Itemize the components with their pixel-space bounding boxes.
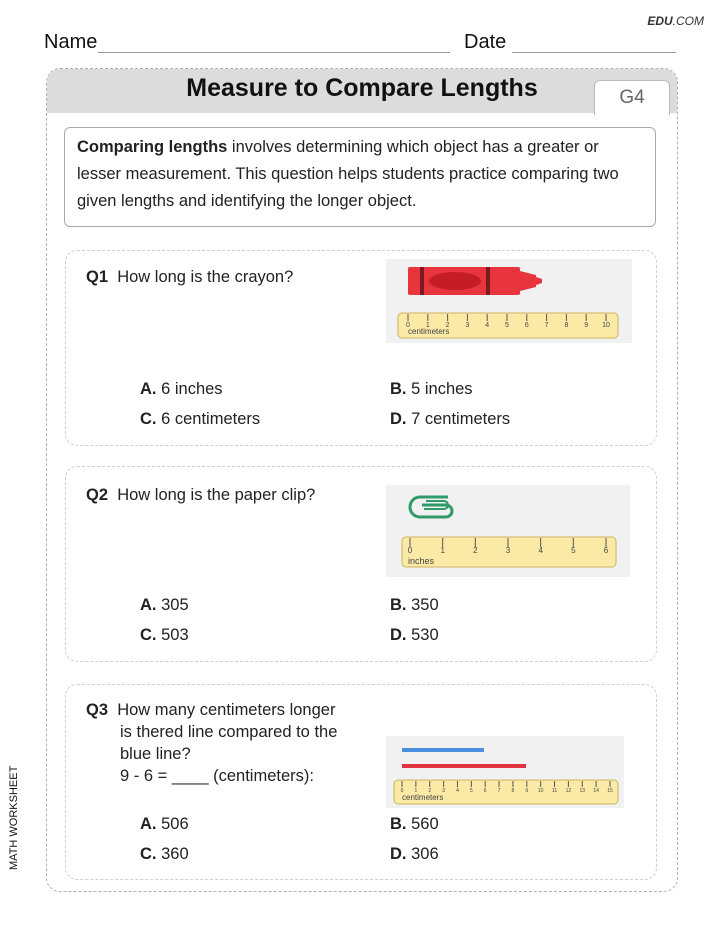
date-line[interactable] xyxy=(512,52,676,53)
lines-ruler-svg xyxy=(386,736,624,808)
worksheet-title: Measure to Compare Lengths xyxy=(186,74,538,102)
ruler-tick-label: 14 xyxy=(593,788,599,794)
date-label: Date xyxy=(464,31,507,53)
q3-option-c[interactable]: C. 360 xyxy=(140,845,189,863)
ruler-2-unit: inches xyxy=(408,556,435,566)
ruler-tick-label: 5 xyxy=(469,788,473,794)
ruler-tick-label: 11 xyxy=(551,788,558,794)
blue-line xyxy=(402,748,484,752)
ruler-tick-label: 2 xyxy=(445,322,450,329)
ruler-tick-label: 4 xyxy=(485,322,490,329)
q2-option-d[interactable]: D. 530 xyxy=(390,626,439,644)
ruler-tick-label: 13 xyxy=(579,788,586,794)
ruler-tick-label: 7 xyxy=(497,788,501,794)
question-1-prompt: Q1 How long is the crayon? xyxy=(86,268,294,286)
ruler-tick-label: 1 xyxy=(414,788,418,794)
question-3-prompt: Q3 How many centimeters longer is thered line compared to the blue line? 9 - 6 = ____ (centimeters): xyxy=(86,701,338,785)
ruler-tick-label: 7 xyxy=(544,322,549,329)
ruler-tick-label: 5 xyxy=(505,322,509,329)
brand-logo: EDU.COM xyxy=(647,14,704,28)
ruler-tick-label: 4 xyxy=(538,546,543,555)
ruler-tick-label: 6 xyxy=(524,322,529,329)
q2-option-a[interactable]: A. 305 xyxy=(140,596,189,614)
question-2-prompt: Q2 How long is the paper clip? xyxy=(86,486,316,504)
crayon-figure xyxy=(386,259,632,343)
ruler-tick-label: 4 xyxy=(456,788,459,794)
ruler-tick-label: 3 xyxy=(505,546,511,555)
crayon-icon xyxy=(408,267,542,295)
q2-option-b[interactable]: B. 350 xyxy=(390,596,439,614)
ruler-tick-label: 6 xyxy=(483,788,487,794)
q1-option-b[interactable]: B. 5 inches xyxy=(390,380,473,398)
ruler-tick-label: 0 xyxy=(400,788,404,794)
name-line[interactable] xyxy=(98,52,450,53)
ruler-tick-label: 0 xyxy=(406,322,410,329)
side-label: MATH WORKSHEET xyxy=(8,765,20,870)
intro-box: Comparing lengths involves determining which object has a greater or lesser measurement. This question helps students practice comparing two given lengths and identifying the longer object. xyxy=(64,127,656,227)
ruler-tick-label: 8 xyxy=(511,788,515,794)
q1-option-c[interactable]: C. 6 centimeters xyxy=(140,410,261,428)
paperclip-ruler-svg xyxy=(386,485,630,577)
ruler-tick-label: 10 xyxy=(537,788,544,794)
ruler-tick-label: 6 xyxy=(603,546,609,555)
ruler-tick-label: 9 xyxy=(525,788,529,794)
ruler-tick-label: 1 xyxy=(440,546,445,555)
ruler-tick-label: 0 xyxy=(407,546,413,555)
q3-option-b[interactable]: B. 560 xyxy=(390,815,439,833)
red-line xyxy=(402,764,526,768)
ruler-1-unit: centimeters xyxy=(408,327,450,336)
q3-option-a[interactable]: A. 506 xyxy=(140,815,189,833)
ruler-tick-label: 5 xyxy=(571,546,576,555)
ruler-tick-label: 12 xyxy=(565,788,572,794)
q2-option-c[interactable]: C. 503 xyxy=(140,626,189,644)
crayon-ruler-svg xyxy=(386,259,632,343)
q1-option-d[interactable]: D. 7 centimeters xyxy=(390,410,511,428)
ruler-tick-label: 9 xyxy=(584,322,589,329)
ruler-3-unit: centimeters xyxy=(402,793,444,802)
grade-tab: G4 xyxy=(594,80,670,115)
name-label: Name xyxy=(44,31,98,53)
ruler-tick-label: 2 xyxy=(428,788,432,794)
lines-figure xyxy=(386,736,624,808)
ruler-tick-label: 10 xyxy=(602,322,610,329)
q1-option-a[interactable]: A. 6 inches xyxy=(140,380,223,398)
ruler-tick-label: 8 xyxy=(564,322,569,329)
ruler-tick-label: 3 xyxy=(465,322,470,329)
q3-option-d[interactable]: D. 306 xyxy=(390,845,439,863)
paperclip-figure xyxy=(386,485,630,577)
ruler-tick-label: 2 xyxy=(473,546,478,555)
ruler-tick-label: 15 xyxy=(607,788,613,794)
ruler-tick-label: 3 xyxy=(442,788,445,794)
ruler-tick-label: 1 xyxy=(425,322,430,329)
paperclip-icon xyxy=(410,497,452,517)
